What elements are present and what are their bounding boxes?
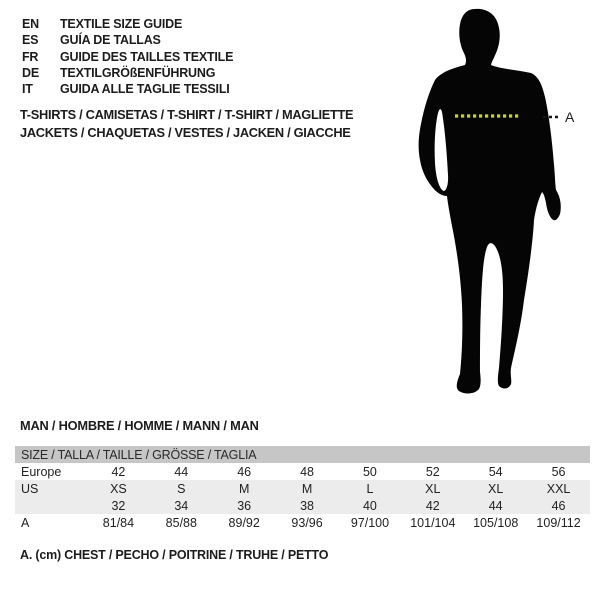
- language-title: TEXTILE SIZE GUIDE: [60, 17, 183, 31]
- table-row-chest-a: [15, 514, 590, 531]
- size-cell: M: [301, 481, 313, 496]
- row-label: [15, 497, 87, 514]
- size-cell: 46: [237, 464, 252, 479]
- language-row: [22, 49, 233, 65]
- size-cell: 93/96: [291, 515, 323, 530]
- measure-label-a: A: [565, 109, 575, 125]
- size-cell: 36: [237, 498, 252, 513]
- size-cell: 89/92: [228, 515, 260, 530]
- size-cell: 48: [300, 464, 315, 479]
- row-label: US: [21, 481, 39, 496]
- size-cell: XS: [110, 481, 127, 496]
- size-table-header-row: [15, 446, 590, 463]
- row-label: Europe: [21, 464, 62, 479]
- size-cell: 44: [174, 464, 189, 479]
- size-cell: 44: [488, 498, 503, 513]
- size-cell: 54: [488, 464, 503, 479]
- size-table-header: SIZE / TALLA / TAILLE / GRÖSSE / TAGLIA: [15, 446, 590, 463]
- chest-measure-footnote: A. (cm) CHEST / PECHO / POITRINE / TRUHE / PETTO: [20, 548, 329, 562]
- size-cell: XXL: [546, 481, 571, 496]
- size-cell: XL: [488, 481, 504, 496]
- size-cell: 101/104: [410, 515, 456, 530]
- size-cell: 50: [362, 464, 377, 479]
- language-row: [22, 32, 233, 48]
- language-code: EN: [22, 17, 39, 31]
- size-cell: 42: [425, 498, 440, 513]
- size-cell: 34: [174, 498, 189, 513]
- size-cell: 105/108: [473, 515, 519, 530]
- table-row-us: [15, 480, 590, 497]
- size-cell: 81/84: [102, 515, 135, 530]
- size-cell: 42: [111, 464, 126, 479]
- size-cell: M: [238, 481, 250, 496]
- size-cell: 46: [551, 498, 566, 513]
- language-code: ES: [22, 33, 39, 48]
- language-title: TEXTILGRÖßENFÜHRUNG: [60, 65, 216, 80]
- size-cell: L: [366, 481, 374, 496]
- category-tshirts: T-SHIRTS / CAMISETAS / T-SHIRT / T-SHIRT / MAGLIETTE: [20, 107, 354, 122]
- row-label: A: [21, 515, 30, 530]
- garment-categories: [20, 106, 353, 141]
- language-row: [22, 65, 233, 81]
- language-row: [22, 16, 233, 32]
- language-title: GUIDE DES TAILLES TEXTILE: [60, 49, 234, 64]
- language-code: FR: [22, 49, 39, 64]
- size-cell: 109/112: [536, 515, 581, 530]
- size-cell: 52: [425, 464, 440, 479]
- size-table: [15, 446, 590, 531]
- man-body-shape: [419, 9, 561, 394]
- table-row-numeric: [15, 497, 590, 514]
- man-silhouette: [405, 0, 600, 410]
- language-code: IT: [22, 82, 33, 97]
- language-list: [22, 16, 233, 97]
- table-row-europe: [15, 463, 590, 480]
- size-cell: 97/100: [350, 515, 390, 530]
- size-cell: 38: [300, 498, 315, 513]
- size-cell: S: [177, 481, 186, 496]
- size-cell: XL: [425, 481, 441, 496]
- size-cell: 85/88: [165, 515, 197, 530]
- size-cell: 40: [362, 498, 377, 513]
- language-title: GUIDA ALLE TAGLIE TESSILI: [60, 82, 230, 97]
- language-title: GUÍA DE TALLAS: [60, 33, 161, 48]
- man-silhouette-figure: [405, 0, 600, 410]
- category-jackets: JACKETS / CHAQUETAS / VESTES / JACKEN / GIACCHE: [20, 124, 351, 140]
- size-cell: 32: [111, 498, 126, 513]
- size-cell: 56: [551, 464, 566, 479]
- language-code: DE: [22, 65, 39, 80]
- section-title-man: MAN / HOMBRE / HOMME / MANN / MAN: [20, 418, 259, 433]
- language-row: [22, 81, 233, 97]
